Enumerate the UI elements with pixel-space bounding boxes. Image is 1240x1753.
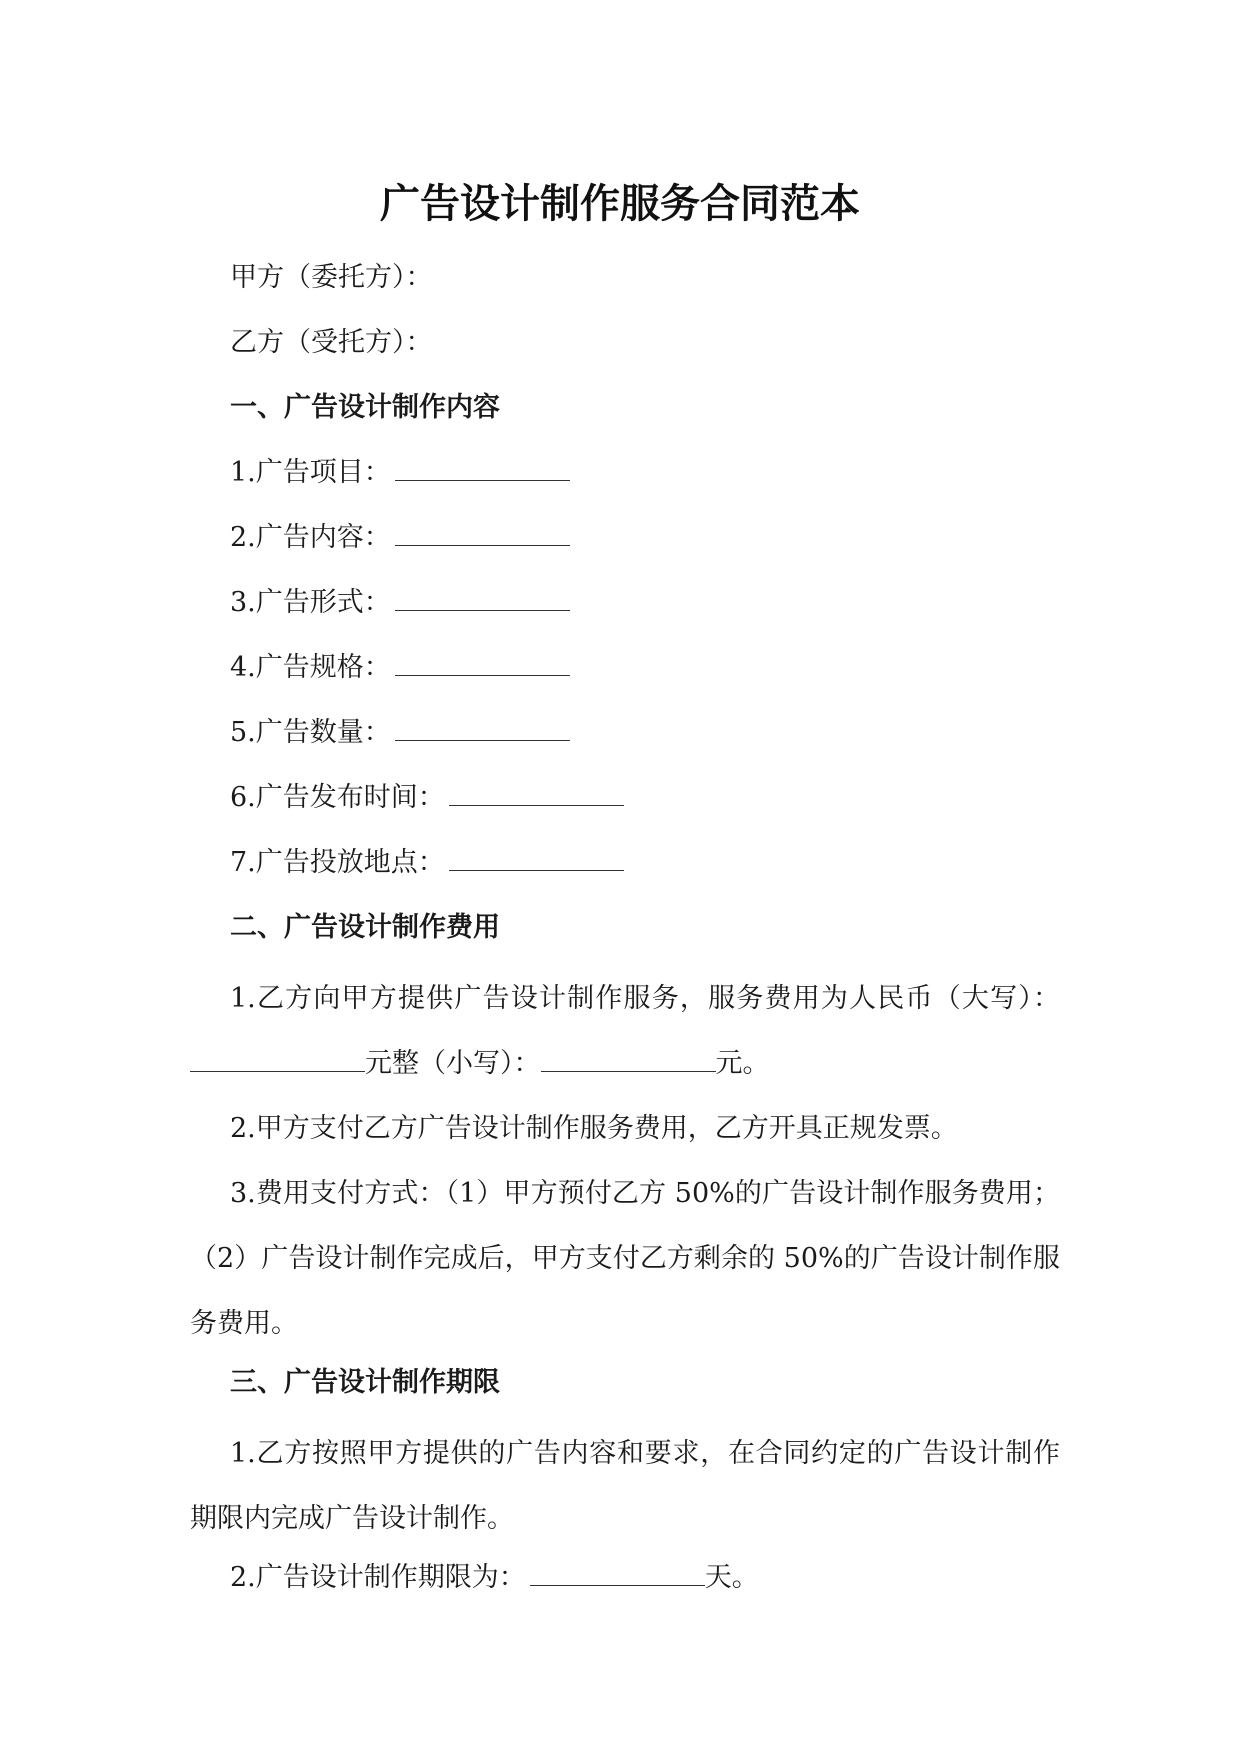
item-label: 7.广告投放地点： (230, 847, 445, 878)
fill-blank (395, 584, 570, 611)
item-ad-location (230, 843, 624, 883)
section-2-paragraph-3: 3.费用支付方式：（1）甲方预付乙方 50%的广告设计制作服务费用；（2）广告设计制作完成后，甲方支付乙方剩余的 50%的广告设计制作服务费用。 (190, 1178, 1060, 1339)
section-3-heading: 三、广告设计制作期限 (230, 1367, 500, 1398)
item-ad-release-time (230, 778, 624, 818)
item-ad-form (230, 583, 570, 623)
item-label: 4.广告规格： (230, 652, 391, 683)
item-ad-spec (230, 648, 570, 688)
item-label: 1.广告项目： (230, 457, 391, 488)
section-3-paragraph-1: 1.乙方按照甲方提供的广告内容和要求，在合同约定的广告设计制作期限内完成广告设计制作。 (190, 1438, 1060, 1534)
section-1-heading: 一、广告设计制作内容 (230, 392, 500, 423)
item-label: 6.广告发布时间： (230, 782, 445, 813)
fill-blank (395, 519, 570, 546)
party-b-line: 乙方（受托方）： (230, 327, 433, 358)
fill-blank (541, 1049, 716, 1072)
item-ad-quantity (230, 713, 570, 753)
fill-blank (395, 454, 570, 481)
item-label: 2.广告内容： (230, 522, 391, 553)
fill-blank (395, 649, 570, 676)
section-2-heading: 二、广告设计制作费用 (230, 912, 500, 943)
document-title: 广告设计制作服务合同范本 (380, 181, 860, 227)
item-ad-content (230, 518, 570, 558)
fill-blank (190, 1049, 365, 1072)
party-a-line: 甲方（委托方）： (230, 262, 433, 293)
fill-blank (449, 844, 624, 871)
item-ad-project (230, 453, 570, 493)
section-3-paragraph-2 (230, 1558, 759, 1598)
section-2-paragraph-2: 2.甲方支付乙方广告设计制作服务费用，乙方开具正规发票。 (230, 1113, 958, 1144)
paragraph-text: 元整（小写）： (365, 1048, 541, 1079)
item-label: 5.广告数量： (230, 717, 391, 748)
fill-blank (449, 779, 624, 806)
paragraph-text: 1.乙方向甲方提供广告设计制作服务，服务费用为人民币（大写）： (230, 983, 1060, 1014)
paragraph-text: 2.广告设计制作期限为： (230, 1562, 526, 1593)
paragraph-text: 元。 (715, 1048, 770, 1079)
section-2-paragraph-1 (190, 966, 1060, 1096)
fill-blank (530, 1559, 705, 1586)
paragraph-text: 天。 (704, 1562, 759, 1593)
item-label: 3.广告形式： (230, 587, 391, 618)
fill-blank (395, 714, 570, 741)
